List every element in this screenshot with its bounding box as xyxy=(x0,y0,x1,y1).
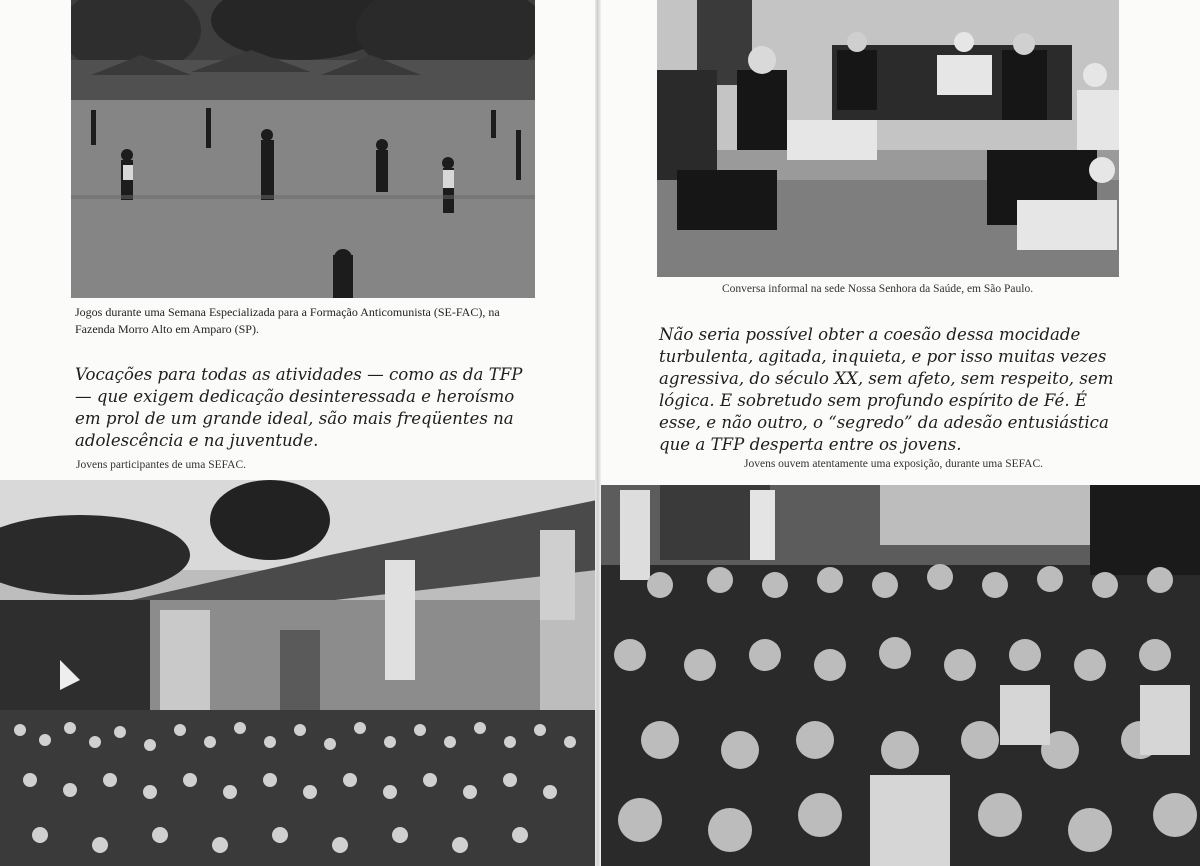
left-bottom-photo-caption: Jovens participantes de uma SEFAC. xyxy=(76,459,247,471)
book-gutter xyxy=(595,0,601,866)
photo-farmhouse-crowd xyxy=(0,480,597,866)
right-top-photo-caption: Conversa informal na sede Nossa Senhora da Saúde, em São Paulo. xyxy=(722,283,1034,295)
photo-games-field xyxy=(71,0,535,298)
photo-informal-conversation xyxy=(657,0,1119,277)
photo-youth-audience xyxy=(600,485,1200,866)
right-bottom-photo-caption: Jovens ouvem atentamente uma exposição, durante uma SEFAC. xyxy=(744,458,1044,470)
right-page xyxy=(597,0,1200,866)
left-page xyxy=(0,0,597,866)
right-body-text: Não seria possível obter a coesão dessa mocidade turbulenta, agitada, inquieta, e por isso muitas vezes agressiva, do século XX, sem afeto, sem respeito, sem lógica. E sobretudo sem profundo espírito de Fé. É esse, e não outro, o “segredo” da adesão entusiástica que a TFP desperta entre os jovens. xyxy=(659,325,1114,454)
left-body-text: Vocações para todas as atividades — como as da TFP — que exigem dedicação desinteressada e heroísmo em prol de um grande ideal, são mais freqüentes na adolescência e na juventude. xyxy=(75,365,523,450)
left-top-photo-caption: Jogos durante uma Semana Especializada para a Formação Anticomunista (SE-FAC), na Fazenda Morro Alto em Amparo (SP). xyxy=(75,305,500,336)
